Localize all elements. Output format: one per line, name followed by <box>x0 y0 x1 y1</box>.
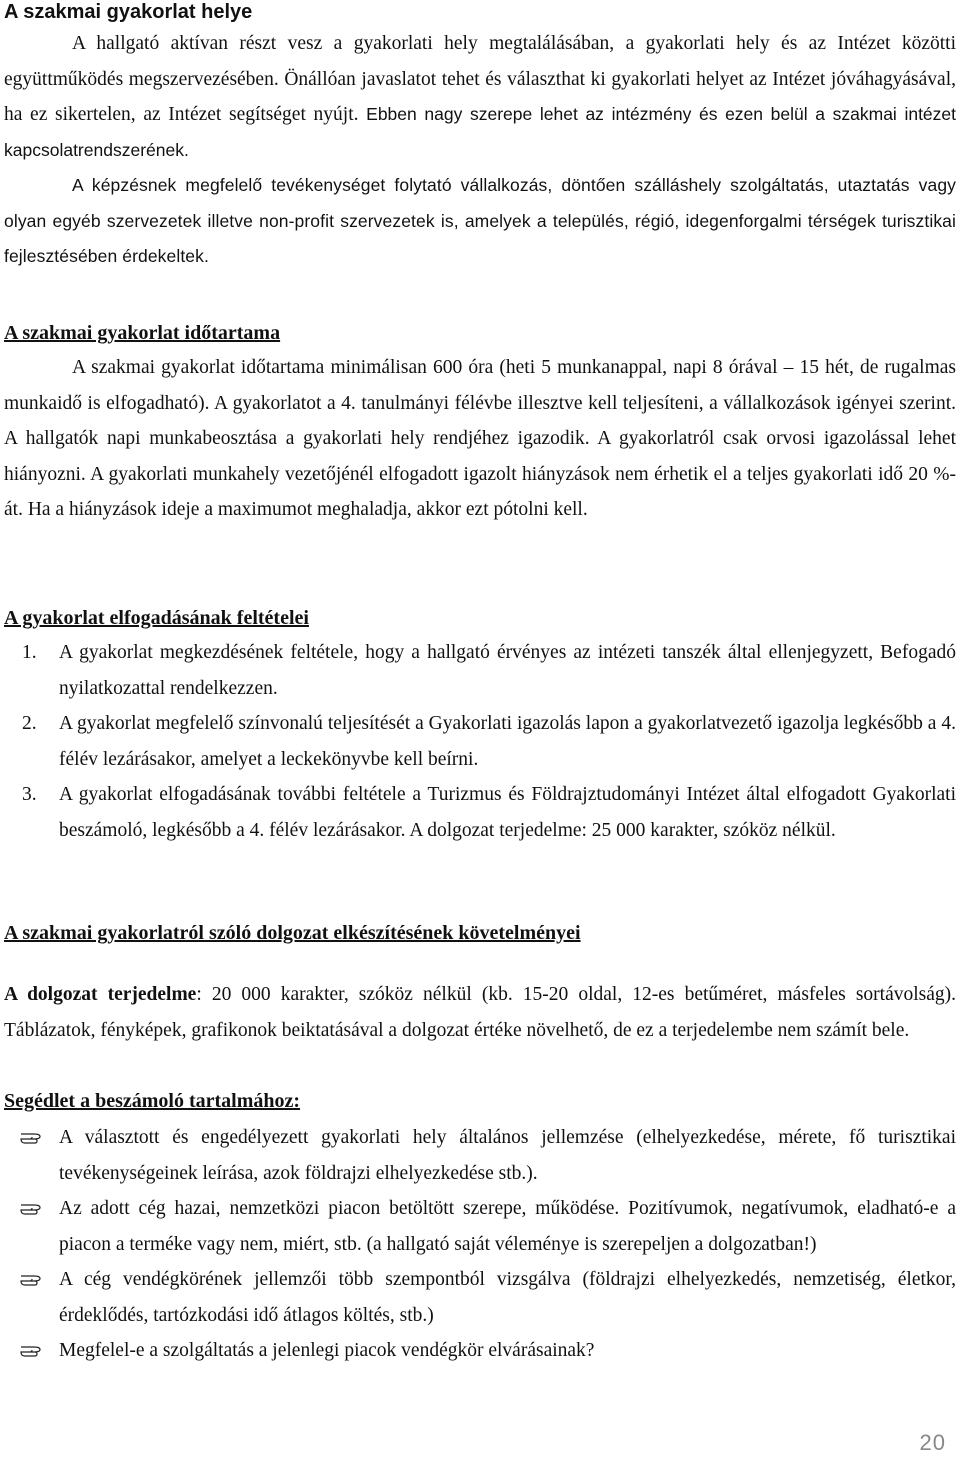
section-workplace-body <box>4 26 956 275</box>
paragraph-text: : 20 000 karakter, szóköz nélkül (kb. 15-20 oldal, 12-es betűméret, másfeles sortávolság). Táblázatok, fényképek, grafikonok beiktatásával a dolgozat értéke növelhető, de ez a terjedelembe nem számít bele. <box>4 984 956 1041</box>
section-duration <box>4 322 956 344</box>
pointing-hand-icon <box>20 1200 44 1216</box>
list-item <box>4 635 956 706</box>
paragraph: A képzésnek megfelelő tevékenységet folytató vállalkozás, döntően szálláshely szolgáltatás, utaztatás vagy olyan egyéb szervezetek illetve non-profit szervezetek is, amelyek a település, régió, idegenforgalmi térségek turisztikai fejlesztésében érdekeltek. <box>4 175 956 266</box>
pointing-hand-icon <box>20 1129 44 1145</box>
list-item-text: A választott és engedélyezett gyakorlati hely általános jellemzése (elhelyezkedése, mérete, fő turisztikai tevékenységeinek leírása, azok földrajzi elhelyezkedése stb.). <box>59 1127 956 1184</box>
paragraph <box>4 26 956 168</box>
acceptance-list <box>4 635 956 848</box>
section-title-text: A szakmai gyakorlat időtartama <box>4 322 281 344</box>
section-title <box>4 607 956 629</box>
section-requirements <box>4 922 956 944</box>
paragraph-text: A hallgató aktívan részt vesz a gyakorlati hely megtalálásában, a gyakorlati hely és az Intézet közötti együttműködés megszervezésében. Önállóan javaslatot tehet és választhat ki gyakorlati helyet az Intézet jóváhagyásával, ha ez sikertelen, az Intézet segítséget nyújt. <box>4 33 956 125</box>
list-item-text: A cég vendégkörének jellemzői több szempontból vizsgálva (földrajzi elhelyezkedés, nemzetiség, életkor, érdeklődés, tartózkodási idő átlagos költés, stb.) <box>59 1269 956 1326</box>
list-item-text: Megfelel-e a szolgáltatás a jelenlegi piacok vendégkör elvárásainak? <box>59 1340 595 1361</box>
section-title <box>4 922 956 944</box>
list-item <box>4 1120 956 1191</box>
list-item <box>4 777 956 848</box>
guide-title-wrap <box>4 1090 956 1112</box>
section-title: A szakmai gyakorlat helye <box>4 1 253 23</box>
guide-list-wrap <box>4 1120 956 1369</box>
pointing-hand-icon <box>20 1271 44 1287</box>
section-workplace <box>4 0 956 24</box>
list-item <box>4 1262 956 1333</box>
paragraph-text: Ebben nagy szerepe lehet az intézmény és ezen belül a szakmai intézet kapcsolatrendszerének. <box>4 104 957 160</box>
list-number: 3. <box>22 784 37 805</box>
sub-title <box>4 1090 956 1112</box>
list-item-text: A gyakorlat megfelelő színvonalú teljesítését a Gyakorlati igazolás lapon a gyakorlatvezető igazolja legkésőbb a 4. félév lezárásakor, amelyet a leckekönyvbe kell beírni. <box>59 713 956 770</box>
paragraph: A szakmai gyakorlat időtartama minimálisan 600 óra (heti 5 munkanappal, napi 8 órával – 15 hét, de rugalmas munkaidő is elfogadható). A gyakorlatot a 4. tanulmányi félévbe illesztve kell teljesíteni, a vállalkozások igényei szerint. A hallgatók napi munkabeosztása a gyakorlati hely rendjéhez igazodik. A gyakorlatról csak orvosi igazolással lehet hiányozni. A gyakorlati munkahely vezetőjénél elfogadott igazolt hiányzások nem érhetik el a teljes gyakorlati idő 20 %-át. Ha a hiányzások ideje a maximumot meghaladja, akkor ezt pótolni kell. <box>4 357 956 520</box>
section-title-text: A gyakorlat elfogadásának feltételei <box>4 607 309 629</box>
paragraph <box>4 977 956 1048</box>
section-title-text: A szakmai gyakorlatról szóló dolgozat elkészítésének követelményei <box>4 922 581 944</box>
list-item <box>4 1333 956 1369</box>
guide-list <box>4 1120 956 1369</box>
list-number: 1. <box>22 642 37 663</box>
section-acceptance <box>4 607 956 629</box>
list-item <box>4 1191 956 1262</box>
section-requirements-body <box>4 977 956 1048</box>
section-title <box>4 322 956 344</box>
list-number: 2. <box>22 713 37 734</box>
pointing-hand-icon <box>20 1342 44 1358</box>
section-duration-body <box>4 350 956 528</box>
list-item-text: A gyakorlat elfogadásának további feltétele a Turizmus és Földrajztudományi Intézet által elfogadott Gyakorlati beszámoló, legkésőbb a 4. félév lezárásakor. A dolgozat terjedelme: 25 000 karakter, szóköz nélkül. <box>59 784 956 841</box>
list-item-text: Az adott cég hazai, nemzetközi piacon betöltött szerepe, működése. Pozitívumok, negatívumok, eladható-e a piacon a terméke vagy nem, miért, stb. (a hallgató saját véleménye is szerepeljen a dolgozatban!) <box>59 1198 956 1255</box>
list-item <box>4 706 956 777</box>
page-number: 20 <box>919 1430 946 1455</box>
acceptance-list-wrap <box>4 635 956 848</box>
list-item-text: A gyakorlat megkezdésének feltétele, hogy a hallgató érvényes az intézeti tanszék által ellenjegyzett, Befogadó nyilatkozattal rendelkezzen. <box>59 642 956 699</box>
bold-label: A dolgozat terjedelme <box>4 984 197 1005</box>
sub-title-text: Segédlet a beszámoló tartalmához: <box>4 1090 301 1112</box>
